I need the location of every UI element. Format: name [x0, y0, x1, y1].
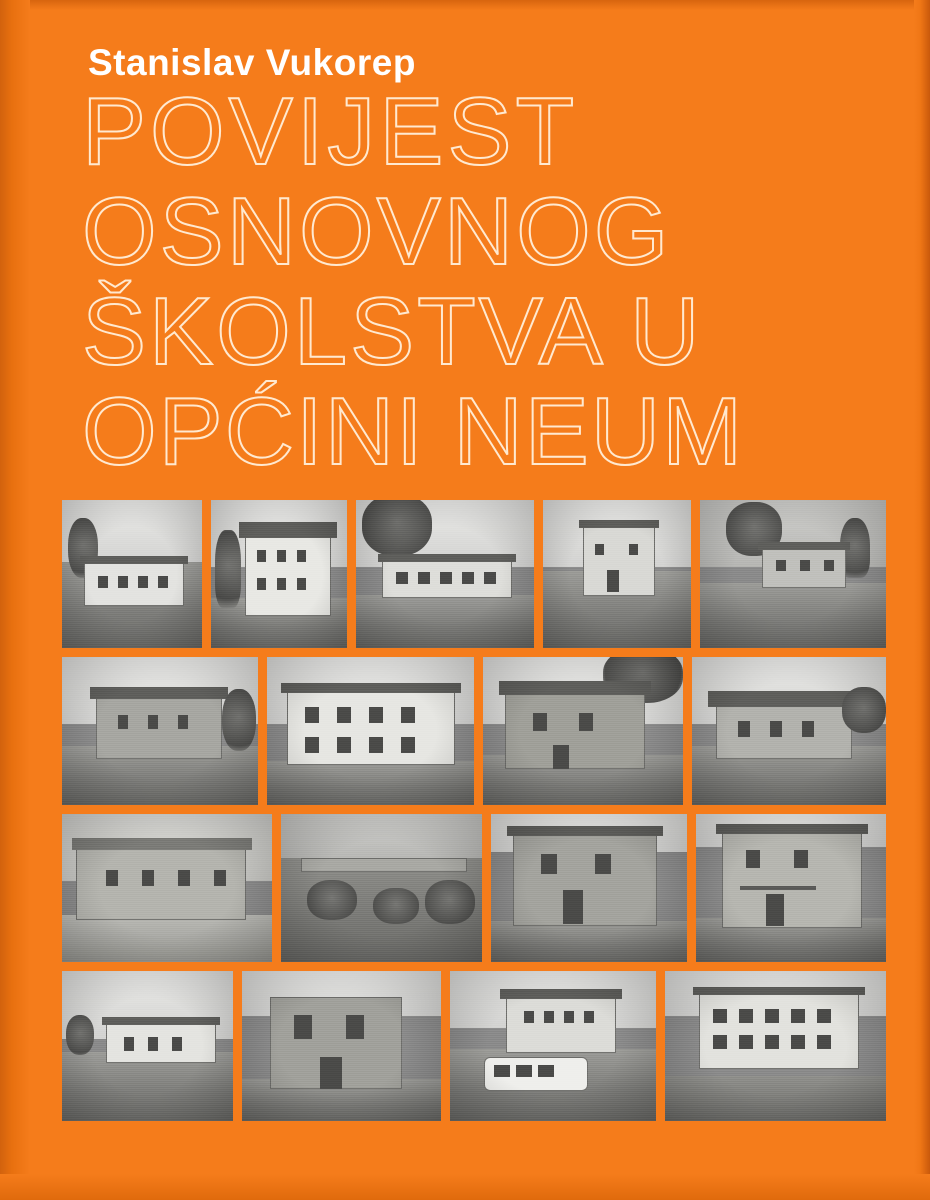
cover-photo — [543, 500, 691, 648]
cover-photo — [62, 657, 258, 805]
cover-photo — [491, 814, 687, 962]
cover-photo — [356, 500, 534, 648]
book-title — [82, 78, 892, 485]
title-line-1: POVIJEST — [82, 78, 579, 185]
cover-photo — [62, 500, 202, 648]
cover-photo — [450, 971, 657, 1121]
photo-row — [62, 500, 886, 648]
cover-photo — [62, 971, 233, 1121]
title-line-2: OSNOVNOG — [82, 178, 672, 285]
photo-row — [62, 814, 886, 962]
cover-right-edge — [914, 0, 930, 1200]
title-line-3: ŠKOLSTVA U — [82, 278, 703, 385]
cover-photo — [267, 657, 475, 805]
photo-row — [62, 657, 886, 805]
cover-photo — [696, 814, 886, 962]
cover-photo — [700, 500, 886, 648]
cover-photo-grid — [62, 500, 886, 1121]
cover-top-edge — [0, 0, 930, 10]
book-spine — [0, 0, 30, 1200]
cover-photo — [281, 814, 483, 962]
cover-photo — [692, 657, 886, 805]
cover-photo — [242, 971, 441, 1121]
title-line-4: OPĆINI NEUM — [82, 378, 745, 485]
cover-photo — [211, 500, 347, 648]
cover-photo — [62, 814, 272, 962]
photo-row — [62, 971, 886, 1121]
cover-photo — [483, 657, 683, 805]
cover-bottom-edge — [0, 1174, 930, 1200]
author-name: Stanislav Vukorep — [88, 42, 416, 83]
cover-photo — [665, 971, 886, 1121]
